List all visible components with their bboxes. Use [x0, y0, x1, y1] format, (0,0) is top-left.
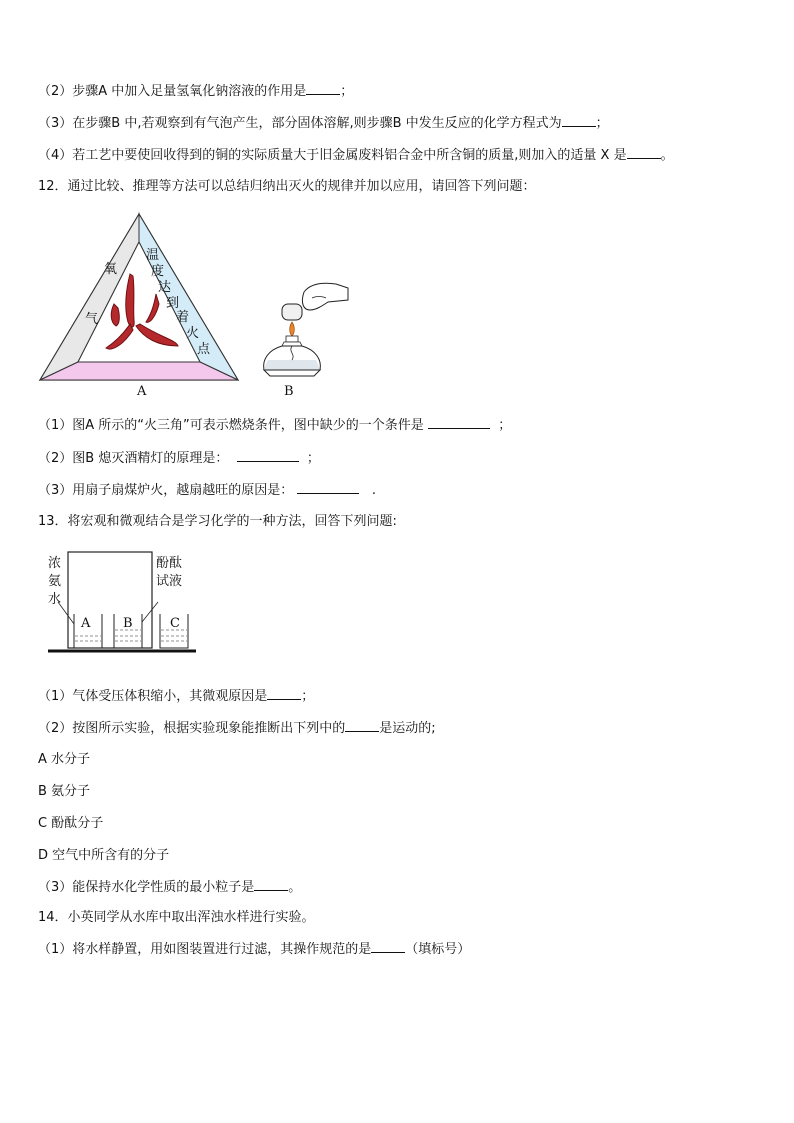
answer-blank	[345, 718, 379, 732]
answer-blank	[562, 113, 596, 127]
q13-option-d: D 空气中所含有的分子	[38, 848, 170, 863]
q13-option-c: C 酚酞分子	[38, 816, 104, 831]
q13-option-b: B 氨分子	[38, 784, 91, 799]
fig-a-right-char-4: 到	[166, 296, 180, 311]
fig-b-caption: B	[284, 384, 294, 399]
q14-part1: （1）将水样静置，用如图装置进行过滤，其操作规范的是 （填标号）	[38, 939, 470, 960]
answer-blank	[237, 448, 299, 462]
answer-blank	[428, 415, 490, 429]
concentrated-ammonia-label-1: 浓	[48, 556, 62, 571]
answer-blank	[254, 877, 288, 891]
fig-a-right-char-5: 着	[176, 310, 190, 325]
q11-part2: （2）步骤A 中加入足量氢氧化钠溶液的作用是 ；	[38, 81, 353, 102]
q12-part3: （3）用扇子扇煤炉火，越扇越旺的原因是： .	[38, 480, 376, 501]
beaker-b-label: B	[123, 616, 133, 631]
beaker-c-label: C	[170, 616, 180, 631]
fig-a-right-char-3: 达	[158, 280, 172, 295]
concentrated-ammonia-label-2: 氨	[48, 574, 62, 589]
alcohol-lamp-figure	[258, 280, 350, 384]
answer-blank	[306, 81, 340, 95]
concentrated-ammonia-label-3: 水	[48, 592, 62, 607]
q11-part3: （3）在步骤B 中,若观察到有气泡产生，部分固体溶解,则步骤B 中发生反应的化学方程式为 ；	[38, 113, 609, 134]
fig-a-left-char-2: 气	[85, 312, 99, 327]
q13-stem: 13．将宏观和微观结合是学习化学的一种方法，回答下列问题:	[38, 514, 397, 529]
answer-blank	[371, 939, 405, 953]
fig-a-right-char-7: 点	[197, 342, 211, 357]
q12-part1: （1）图A 所示的“火三角”可表示燃烧条件，图中缺少的一个条件是 ；	[38, 415, 511, 436]
phenolphthalein-label-2: 试液	[156, 574, 183, 589]
q13-part1: （1）气体受压体积缩小，其微观原因是 ；	[38, 686, 314, 707]
fig-a-right-char-2: 度	[151, 264, 165, 279]
fig-a-right-char-1: 温	[146, 248, 160, 263]
fig-a-caption: A	[137, 384, 147, 399]
q13-part2: （2）按图所示实验，根据实验现象能推断出下列中的 是运动的;	[38, 718, 436, 739]
beaker-a-label: A	[81, 616, 91, 631]
q12-part2: （2）图B 熄灭酒精灯的原理是： ；	[38, 448, 320, 469]
answer-blank	[267, 686, 301, 700]
q13-option-a: A 水分子	[38, 752, 91, 767]
fig-a-right-char-6: 火	[186, 326, 200, 341]
answer-blank	[627, 145, 661, 159]
phenolphthalein-label-1: 酚酞	[156, 556, 183, 571]
q13-part3: （3）能保持水化学性质的最小粒子是 。	[38, 877, 301, 898]
fig-a-left-char-1: 氧	[104, 262, 118, 277]
answer-blank	[297, 480, 359, 494]
q12-stem: 12．通过比较、推理等方法可以总结归纳出灭火的规律并加以应用，请回答下列问题：	[38, 179, 536, 194]
q14-stem: 14．小英同学从水库中取出浑浊水样进行实验。	[38, 910, 315, 925]
q11-part4: （4）若工艺中要使回收得到的铜的实际质量大于旧金属废料铝合金中所含铜的质量,则加入的适量 X 是 。	[38, 145, 674, 166]
